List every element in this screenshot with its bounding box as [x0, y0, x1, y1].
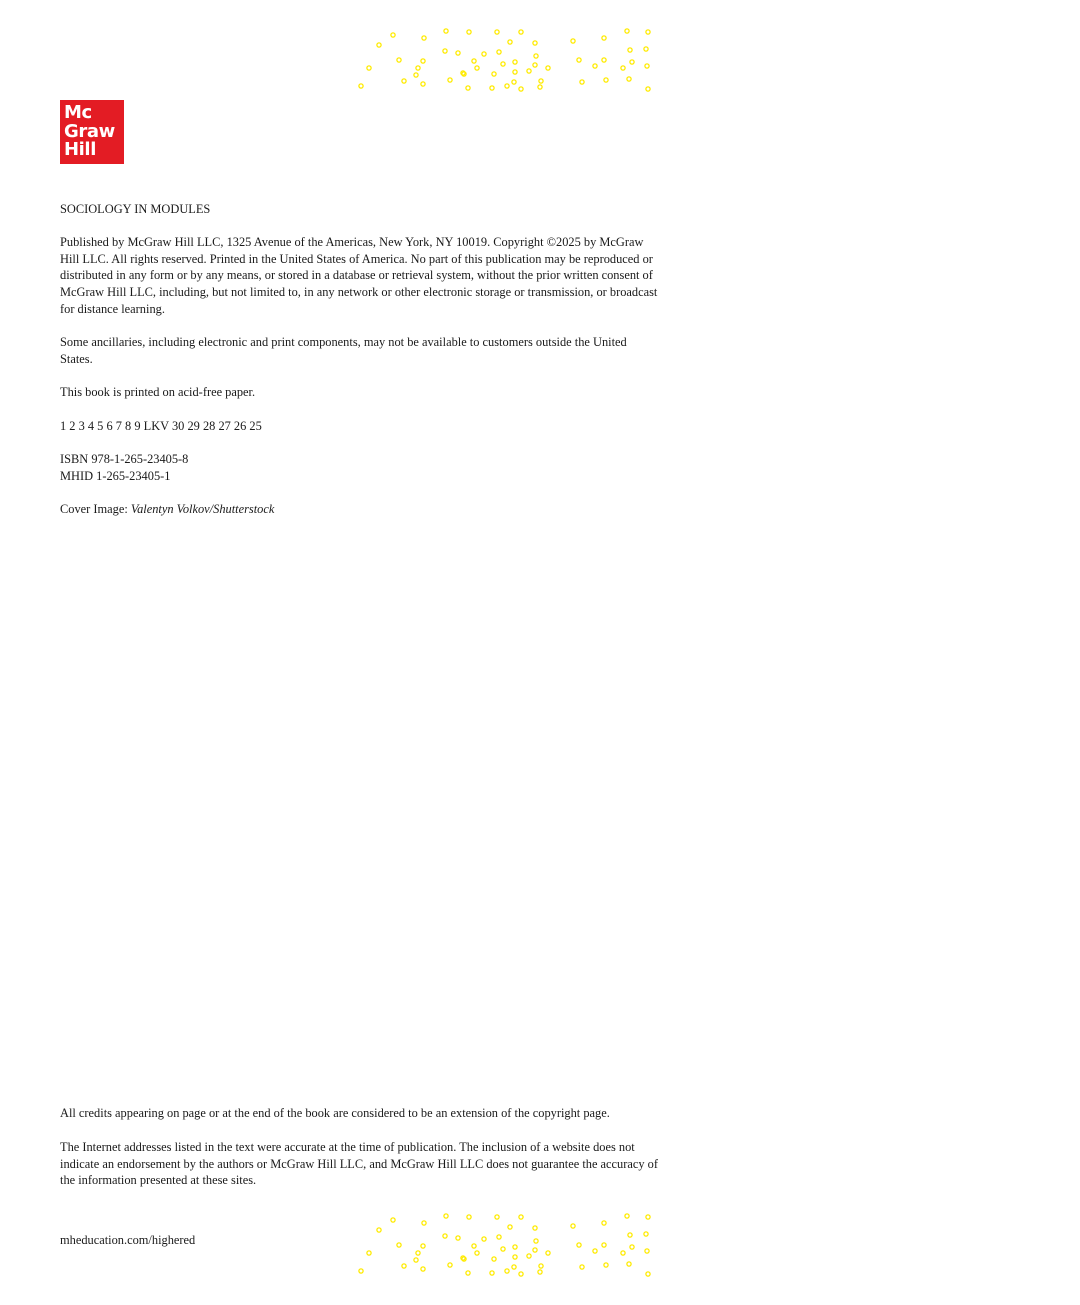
decorative-dot [627, 1262, 631, 1266]
decorative-dot [571, 39, 575, 43]
decorative-dot [421, 1267, 425, 1271]
credits-notice-block [60, 1105, 660, 1122]
decorative-dot [367, 1251, 371, 1255]
cover-image-source: Valentyn Volkov/Shutterstock [130, 502, 275, 516]
logo-line-1: Mc [64, 102, 92, 123]
decorative-dot [602, 36, 606, 40]
decorative-dot [602, 1221, 606, 1225]
decorative-dot [448, 1263, 452, 1267]
decorative-dot [534, 1239, 538, 1243]
decorative-dot [625, 29, 629, 33]
decorative-dot [482, 52, 486, 56]
decorative-dot [505, 1269, 509, 1273]
decorative-dot [422, 36, 426, 40]
decorative-dot [448, 78, 452, 82]
decorative-dot [456, 1236, 460, 1240]
decorative-dot [602, 1243, 606, 1247]
decorative-dot [495, 1215, 499, 1219]
decorative-dot [513, 1245, 517, 1249]
decorative-dot [538, 1270, 542, 1274]
decorative-dot [482, 1237, 486, 1241]
isbn-number: ISBN 978-1-265-23405-8 [60, 452, 189, 466]
decorative-dot [421, 59, 425, 63]
decorative-dot [492, 1257, 496, 1261]
decorative-dot [359, 84, 363, 88]
decorative-dot [359, 1269, 363, 1273]
decorative-dot [475, 1251, 479, 1255]
decorative-dot [505, 84, 509, 88]
decorative-dot [527, 1254, 531, 1258]
decorative-dot [472, 1244, 476, 1248]
decorative-dot [580, 80, 584, 84]
decorative-dot [443, 49, 447, 53]
book-title-block [60, 201, 660, 218]
decorative-dot [533, 41, 537, 45]
print-line: 1 2 3 4 5 6 7 8 9 LKV 30 29 28 27 26 25 [60, 419, 262, 433]
decorative-dot [397, 1243, 401, 1247]
decorative-dot [628, 48, 632, 52]
decorative-dot [644, 1232, 648, 1236]
decorative-dot [571, 1224, 575, 1228]
decorative-dot [497, 50, 501, 54]
ancillaries-notice-block [60, 334, 660, 367]
decorative-dot [414, 1258, 418, 1262]
decorative-dot [402, 79, 406, 83]
decorative-dot [580, 1265, 584, 1269]
isbn-block [60, 451, 660, 484]
decorative-dot [593, 1249, 597, 1253]
logo-line-3: Hill [64, 139, 96, 160]
decorative-dot [391, 1218, 395, 1222]
decorative-dot [472, 59, 476, 63]
decorative-dot [444, 29, 448, 33]
logo-line-2: Graw [64, 120, 115, 142]
decorative-dot [646, 1272, 650, 1276]
decorative-dot [646, 30, 650, 34]
decorative-dot [644, 47, 648, 51]
credits-notice: All credits appearing on page or at the end of the book are considered to be an extension of the copyright page. [60, 1106, 610, 1120]
decorative-dot [645, 64, 649, 68]
decorative-dot [512, 80, 516, 84]
decorative-dot [604, 1263, 608, 1267]
cover-image-credit [60, 501, 660, 518]
acid-free-notice-block [60, 384, 660, 401]
decorative-dot [492, 72, 496, 76]
decorative-dot [444, 1214, 448, 1218]
decorative-dot [475, 66, 479, 70]
decorative-dot [534, 54, 538, 58]
decorative-dot [495, 30, 499, 34]
publisher-notice: Published by McGraw Hill LLC, 1325 Avenue of the Americas, New York, NY 10019. Copyright ©2025 by McGraw Hill LLC. All rights reserved. Printed in the United States of America. No part of this publication may be reproduced or distributed in any form or by any means, or stored in a database or retrieval system, without the prior written consent of McGraw Hill LLC, including, but not limited to, in any network or other electronic storage or transmission, or broadcast for distance learning. [60, 235, 658, 316]
decorative-dot [490, 1271, 494, 1275]
decorative-dot [416, 66, 420, 70]
book-title: SOCIOLOGY IN MODULES [60, 202, 211, 216]
decorative-dot [621, 66, 625, 70]
decorative-dot [602, 58, 606, 62]
decorative-dot [533, 1248, 537, 1252]
cover-image-credit-block [60, 501, 660, 518]
decorative-dot [467, 1215, 471, 1219]
decorative-dot [533, 63, 537, 67]
decorative-dot [443, 1234, 447, 1238]
decorative-dot-pattern-bottom [358, 1213, 658, 1277]
decorative-dot [533, 1226, 537, 1230]
decorative-dot [501, 1247, 505, 1251]
decorative-dot [519, 87, 523, 91]
decorative-dot [628, 1233, 632, 1237]
decorative-dot [456, 51, 460, 55]
decorative-dot [646, 87, 650, 91]
decorative-dot [512, 1265, 516, 1269]
decorative-dot [508, 40, 512, 44]
decorative-dot [391, 33, 395, 37]
decorative-dot [462, 72, 466, 76]
print-line-block [60, 418, 660, 435]
decorative-dot [501, 62, 505, 66]
decorative-dot [519, 30, 523, 34]
decorative-dot [513, 60, 517, 64]
decorative-dot [421, 1244, 425, 1248]
decorative-dot [508, 1225, 512, 1229]
internet-disclaimer: The Internet addresses listed in the text were accurate at the time of publication. The inclusion of a website does not indicate an endorsement by the authors or McGraw Hill LLC, and McGraw Hill LLC does not guarantee the accuracy of the information presented at these sites. [60, 1140, 658, 1188]
decorative-dot [466, 86, 470, 90]
decorative-dot [538, 85, 542, 89]
decorative-dot [546, 66, 550, 70]
decorative-dot [466, 1271, 470, 1275]
decorative-dot [402, 1264, 406, 1268]
decorative-dot [367, 66, 371, 70]
decorative-dot [539, 79, 543, 83]
decorative-dot [527, 69, 531, 73]
decorative-dot [630, 1245, 634, 1249]
decorative-dot [462, 1257, 466, 1261]
decorative-dot [519, 1272, 523, 1276]
decorative-dot [397, 58, 401, 62]
decorative-dot [621, 1251, 625, 1255]
decorative-dot [519, 1215, 523, 1219]
publisher-notice-block [60, 234, 660, 318]
mcgraw-hill-logo [60, 100, 124, 164]
decorative-dot [416, 1251, 420, 1255]
decorative-dot [467, 30, 471, 34]
decorative-dot [627, 77, 631, 81]
decorative-dot [377, 1228, 381, 1232]
decorative-dot [630, 60, 634, 64]
decorative-dot [490, 86, 494, 90]
decorative-dot [645, 1249, 649, 1253]
decorative-dot [422, 1221, 426, 1225]
decorative-dot [546, 1251, 550, 1255]
decorative-dot [646, 1215, 650, 1219]
decorative-dot [414, 73, 418, 77]
decorative-dot [539, 1264, 543, 1268]
internet-disclaimer-block [60, 1139, 660, 1189]
cover-image-label: Cover Image: [60, 502, 131, 516]
decorative-dot [513, 1255, 517, 1259]
decorative-dot [625, 1214, 629, 1218]
website-url: mheducation.com/highered [60, 1233, 196, 1247]
decorative-dot [577, 1243, 581, 1247]
mhid-number: MHID 1-265-23405-1 [60, 468, 171, 483]
decorative-dot [513, 70, 517, 74]
ancillaries-notice: Some ancillaries, including electronic and print components, may not be available to customers outside the United States. [60, 335, 627, 366]
acid-free-notice: This book is printed on acid-free paper. [60, 385, 256, 399]
decorative-dot [497, 1235, 501, 1239]
decorative-dot [377, 43, 381, 47]
decorative-dot [593, 64, 597, 68]
decorative-dot [604, 78, 608, 82]
decorative-dot [421, 82, 425, 86]
decorative-dot [577, 58, 581, 62]
decorative-dot-pattern-top [358, 28, 658, 92]
